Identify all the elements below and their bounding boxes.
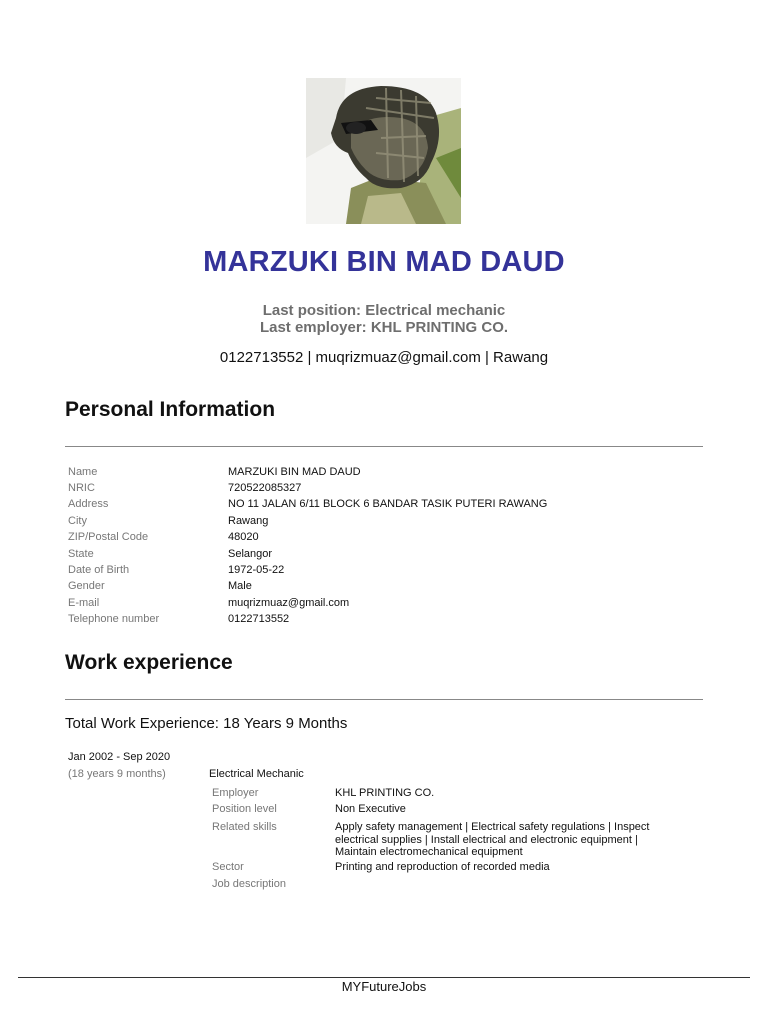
detail-label: Employer bbox=[212, 787, 259, 799]
detail-label: Job description bbox=[212, 878, 286, 890]
info-value: 720522085327 bbox=[228, 482, 302, 494]
info-value: Rawang bbox=[228, 515, 269, 527]
info-value: NO 11 JALAN 6/11 BLOCK 6 BANDAR TASIK PUTERI RAWANG bbox=[228, 498, 548, 510]
footer-brand: MYFutureJobs bbox=[341, 979, 427, 994]
detail-label: Position level bbox=[212, 803, 277, 815]
job-period: Jan 2002 - Sep 2020 bbox=[68, 751, 171, 763]
info-value: 48020 bbox=[228, 531, 259, 543]
contact-line: 0122713552 | muqrizmuaz@gmail.com | Rawang bbox=[219, 349, 549, 366]
info-value: Male bbox=[228, 580, 252, 592]
info-value: muqrizmuaz@gmail.com bbox=[228, 597, 350, 609]
job-duration: (18 years 9 months) bbox=[68, 768, 166, 780]
info-label: City bbox=[68, 515, 87, 527]
info-label: Gender bbox=[68, 580, 105, 592]
info-label: Address bbox=[68, 498, 109, 510]
detail-value: Apply safety management | Electrical safety regulations | Inspect electrical supplies | Install electrical and electronic equipment | Maintain electromechanical equipment bbox=[335, 821, 650, 858]
info-label: Name bbox=[68, 466, 98, 478]
job-title: Electrical Mechanic bbox=[209, 768, 304, 780]
detail-value: KHL PRINTING CO. bbox=[335, 787, 435, 799]
info-label: E-mail bbox=[68, 597, 100, 609]
candidate-name-heading: MARZUKI BIN MAD DAUD bbox=[203, 246, 565, 278]
info-label: State bbox=[68, 548, 94, 560]
info-value: 0122713552 bbox=[228, 613, 290, 625]
detail-value: Printing and reproduction of recorded media bbox=[335, 861, 550, 873]
info-value: Selangor bbox=[228, 548, 273, 560]
info-label: Date of Birth bbox=[68, 564, 130, 576]
total-work-experience: Total Work Experience: 18 Years 9 Months bbox=[65, 715, 348, 732]
last-employer: Last employer: KHL PRINTING CO. bbox=[259, 319, 509, 336]
info-value: 1972-05-22 bbox=[228, 564, 285, 576]
detail-value: Non Executive bbox=[335, 803, 406, 815]
detail-label: Related skills bbox=[212, 821, 277, 833]
section-divider bbox=[65, 699, 703, 700]
personal-info-title: Personal Information bbox=[65, 398, 276, 421]
info-label: Telephone number bbox=[68, 613, 160, 625]
work-experience-title: Work experience bbox=[65, 651, 233, 674]
profile-photo bbox=[306, 78, 461, 224]
info-label: ZIP/Postal Code bbox=[68, 531, 149, 543]
last-position: Last position: Electrical mechanic bbox=[262, 302, 506, 319]
detail-label: Sector bbox=[212, 861, 244, 873]
info-value: MARZUKI BIN MAD DAUD bbox=[228, 466, 361, 478]
section-divider bbox=[65, 446, 703, 447]
footer-divider bbox=[18, 977, 750, 978]
info-label: NRIC bbox=[68, 482, 95, 494]
